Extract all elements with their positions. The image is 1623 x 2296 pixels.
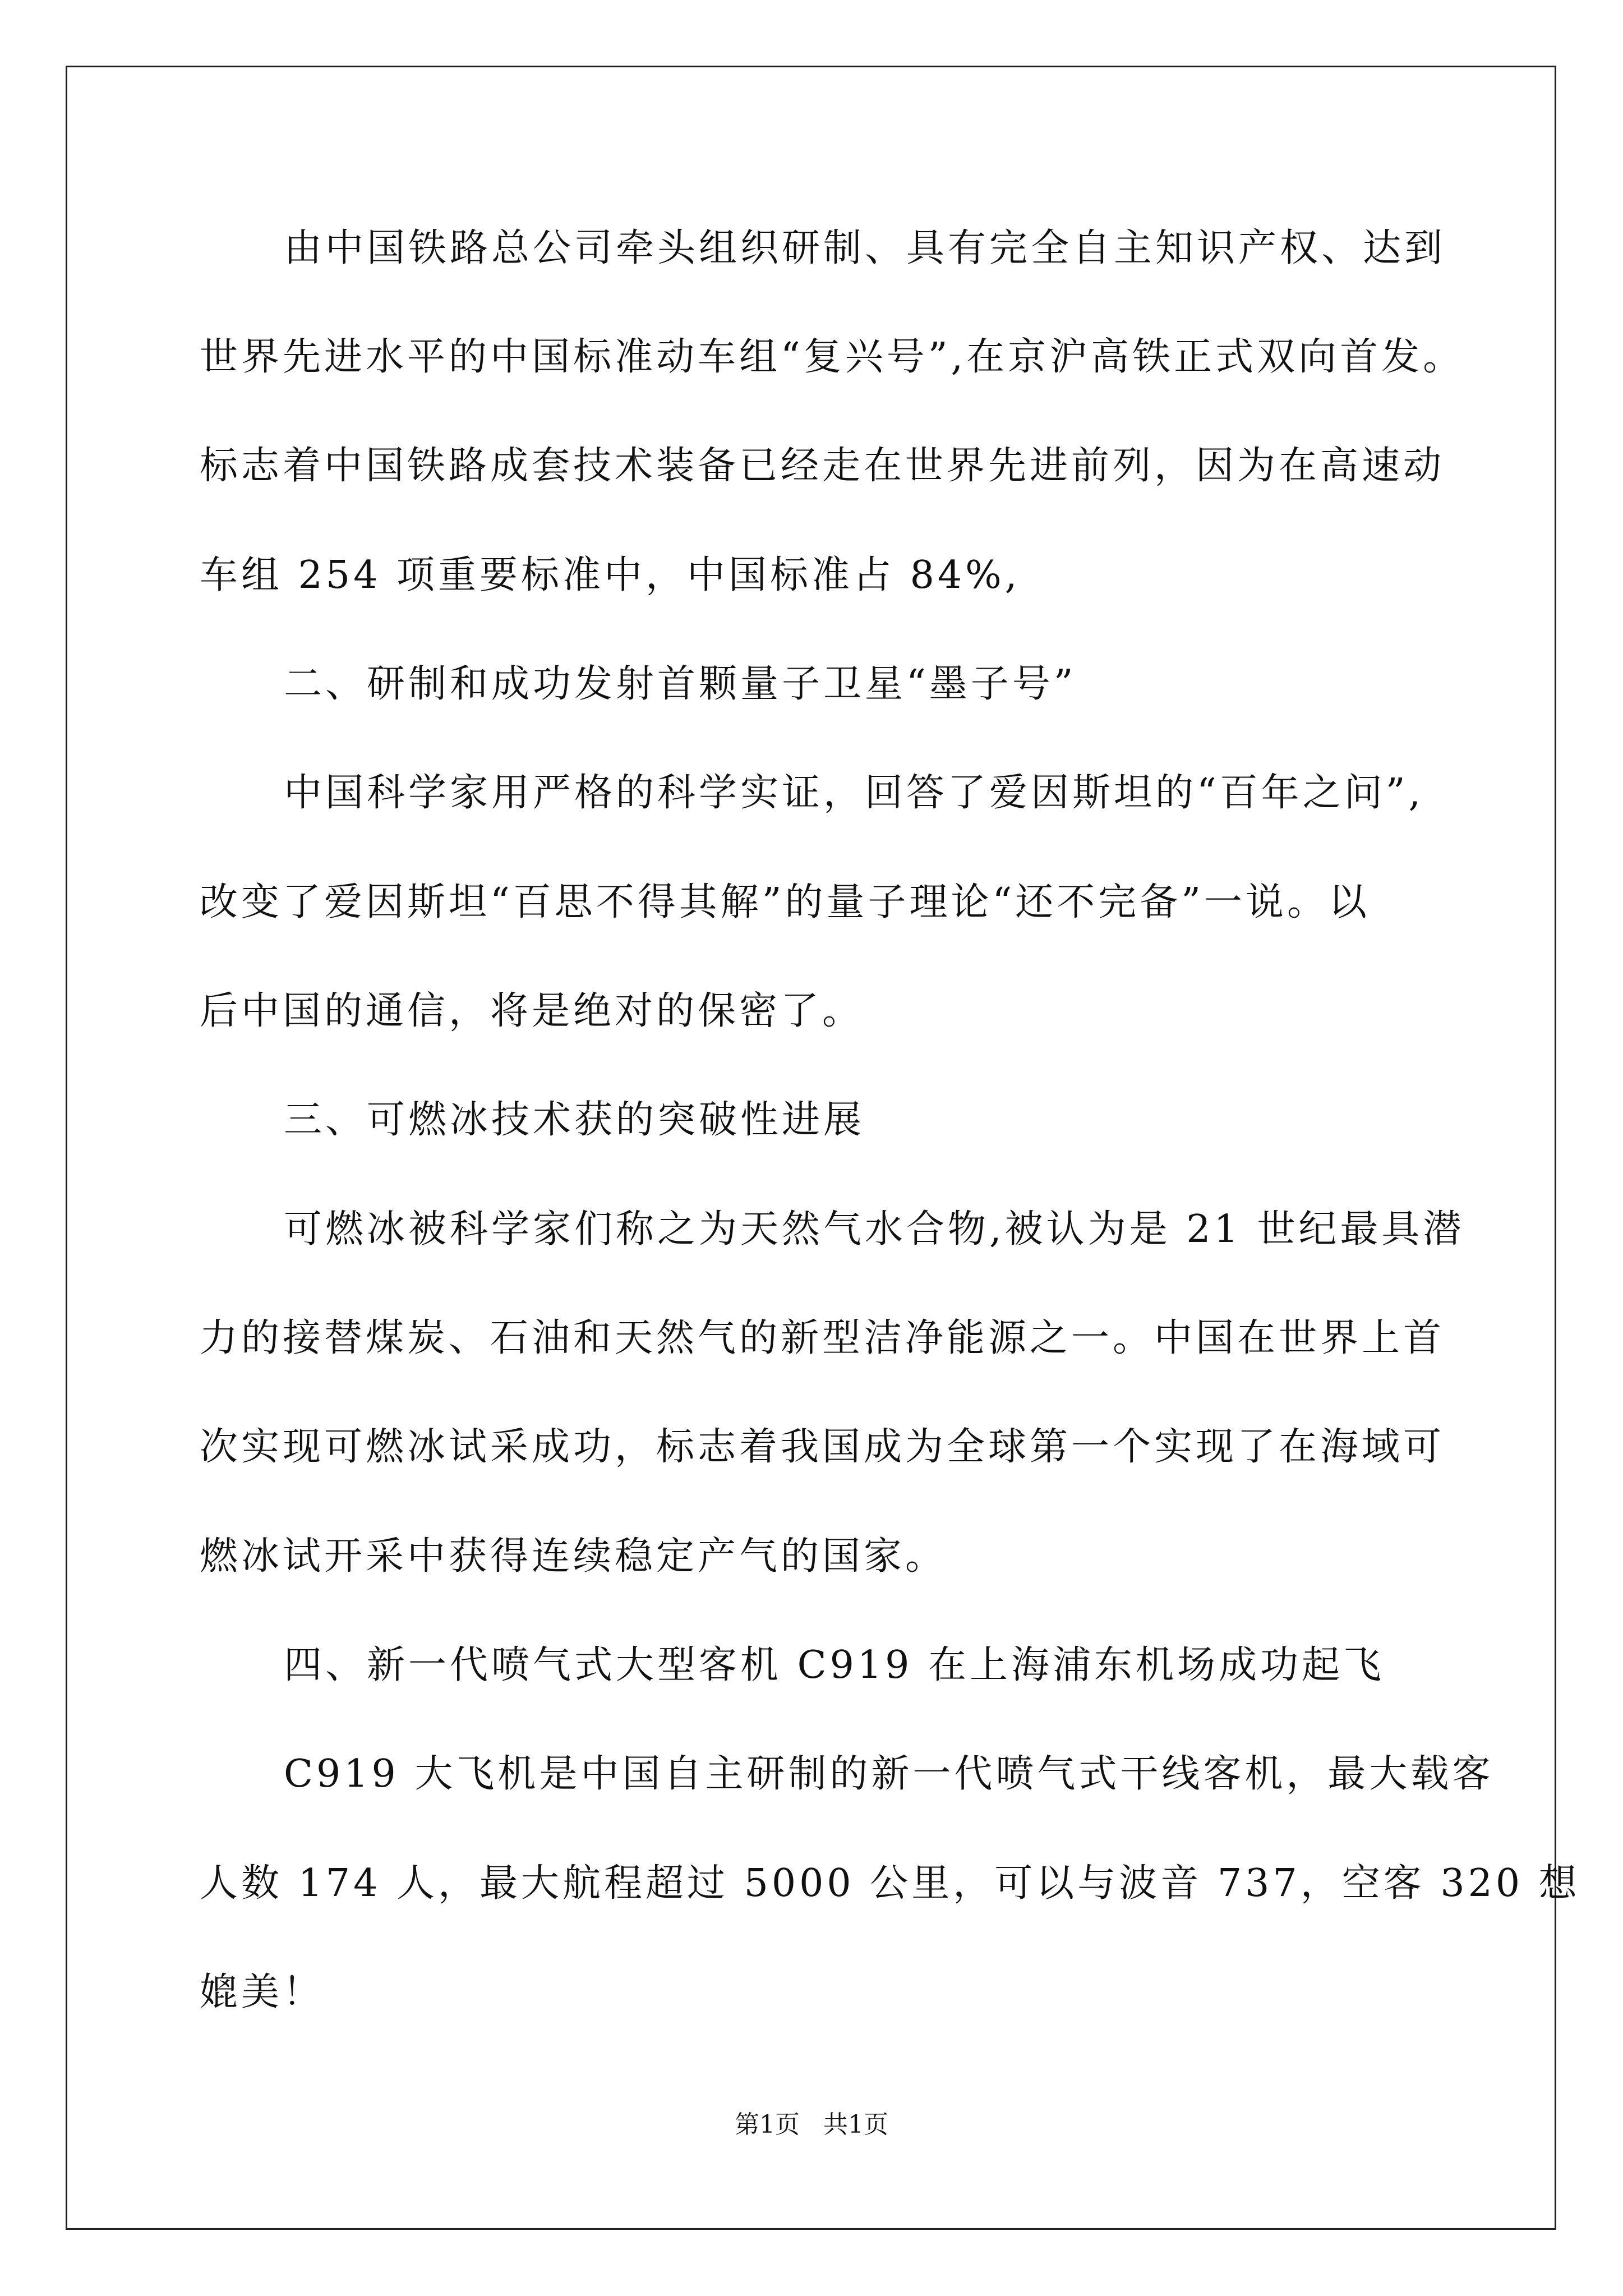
paragraph-line: 燃冰试开采中获得连续稳定产气的国家。: [200, 1534, 947, 1579]
paragraph-line: 世界先进水平的中国标准动车组“复兴号”,在京沪高铁正式双向首发。: [200, 335, 1465, 379]
paragraph-line: 人数 174 人，最大航程超过 5000 公里，可以与波音 737，空客 320 想: [200, 1861, 1580, 1906]
section-heading: 二、研制和成功发射首颗量子卫星“墨子号”: [284, 662, 1077, 706]
paragraph-line: 标志着中国铁路成套技术装备已经走在世界先进前列，因为在高速动: [200, 444, 1445, 488]
paragraph-line: 由中国铁路总公司牵头组织研制、具有完全自主知识产权、达到: [284, 226, 1446, 270]
paragraph-line: 可燃冰被科学家们称之为天然气水合物,被认为是 21 世纪最具潜: [284, 1207, 1465, 1251]
section-heading: 四、新一代喷气式大型客机 C919 在上海浦东机场成功起飞: [284, 1643, 1385, 1687]
page-number-footer: 第1页 共1页: [735, 2110, 888, 2139]
paragraph-line: 改变了爱因斯坦“百思不得其解”的量子理论“还不完备”一说。以: [200, 880, 1371, 924]
section-heading: 三、可燃冰技术获的突破性进展: [284, 1098, 865, 1142]
paragraph-line: C919 大飞机是中国自主研制的新一代喷气式干线客机，最大载客: [284, 1752, 1494, 1796]
paragraph-line: 后中国的通信，将是绝对的保密了。: [200, 989, 864, 1033]
paragraph-line: 中国科学家用严格的科学实证，回答了爱因斯坦的“百年之问”,: [284, 771, 1424, 815]
paragraph-line: 车组 254 项重要标准中，中国标准占 84%,: [200, 553, 1021, 597]
paragraph-line: 次实现可燃冰试采成功，标志着我国成为全球第一个实现了在海域可: [200, 1425, 1445, 1469]
paragraph-line: 媲美！: [200, 1970, 325, 2014]
paragraph-line: 力的接替煤炭、石油和天然气的新型洁净能源之一。中国在世界上首: [200, 1316, 1445, 1360]
